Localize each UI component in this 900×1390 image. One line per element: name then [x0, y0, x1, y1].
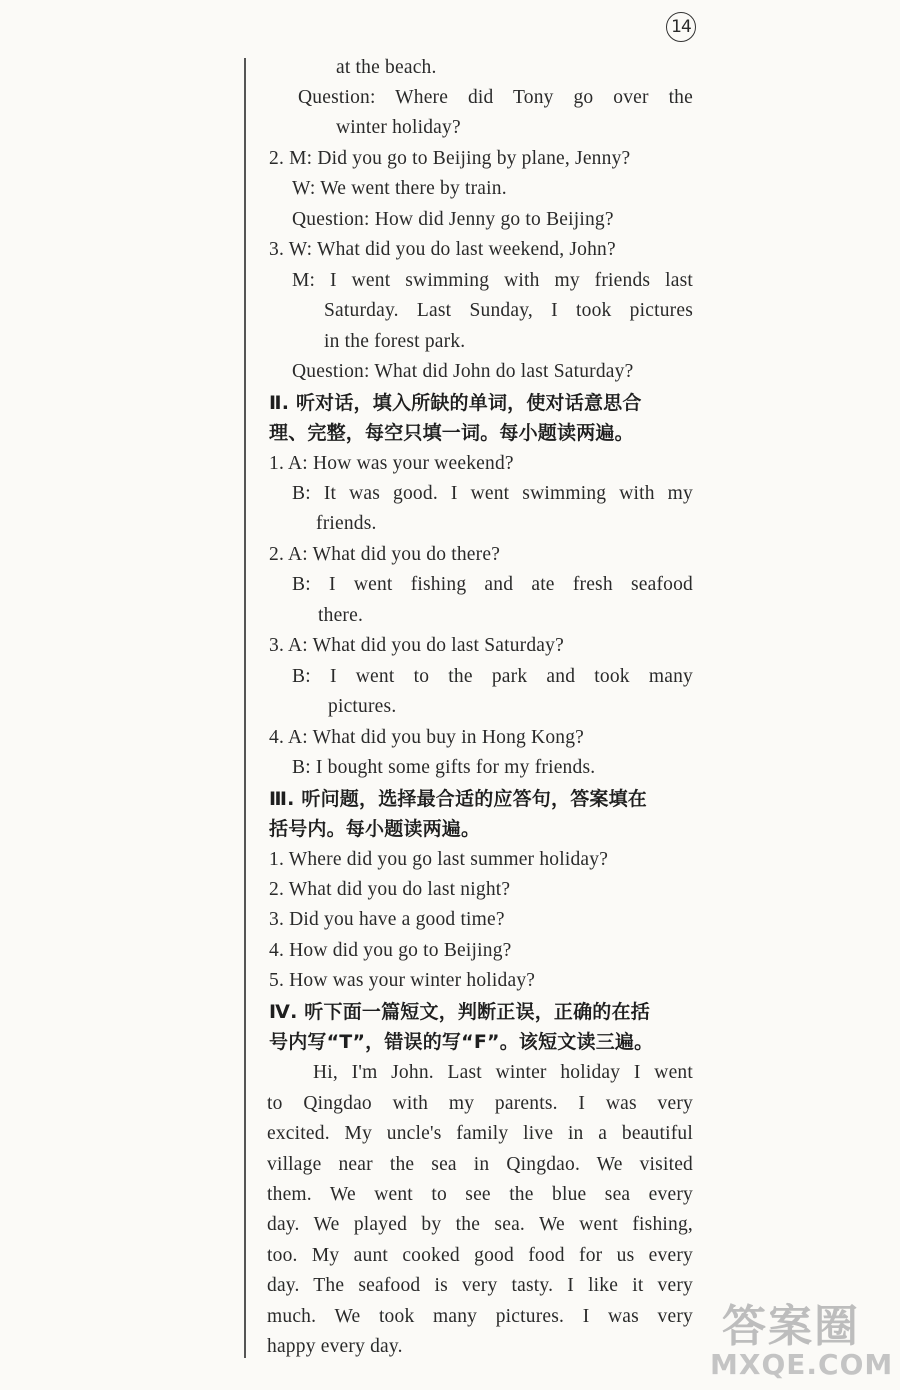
- watermark-logo: 答案圈: [722, 1301, 860, 1352]
- right-line: winter holiday?: [336, 117, 461, 138]
- right-line: M: I went swimming with my friends last: [292, 270, 693, 291]
- right-line: much. We took many pictures. I was very: [267, 1306, 693, 1327]
- right-line: them. We went to see the blue sea every: [267, 1184, 693, 1205]
- right-line: 2. What did you do last night?: [269, 879, 511, 900]
- right-line: at the beach.: [336, 57, 437, 78]
- right-line: 4. How did you go to Beijing?: [269, 940, 512, 961]
- right-line: village near the sea in Qingdao. We visited: [267, 1154, 693, 1175]
- right-line: Ⅱ. 听对话，填入所缺的单词，使对话意思合: [269, 392, 642, 414]
- right-line: Ⅲ. 听问题，选择最合适的应答句，答案填在: [269, 788, 647, 810]
- right-line: 理、完整，每空只填一词。每小题读两遍。: [269, 422, 634, 444]
- right-line: B: I bought some gifts for my friends.: [292, 757, 596, 778]
- right-line: 5. How was your winter holiday?: [269, 970, 536, 991]
- right-line: 1. Where did you go last summer holiday?: [269, 849, 609, 870]
- right-line: Question: What did John do last Saturday?: [292, 361, 634, 382]
- right-line: in the forest park.: [324, 331, 466, 352]
- watermark: [700, 1290, 900, 1390]
- right-line: Saturday. Last Sunday, I took pictures: [324, 300, 693, 321]
- right-line: 2. A: What did you do there?: [269, 544, 501, 565]
- right-line: 4. A: What did you buy in Hong Kong?: [269, 727, 585, 748]
- right-line: pictures.: [328, 696, 397, 717]
- right-line: day. We played by the sea. We went fishing,: [267, 1214, 693, 1235]
- watermark-url: MXQE.COM: [710, 1348, 894, 1381]
- right-line: to Qingdao with my parents. I was very: [267, 1093, 693, 1114]
- right-line: Ⅳ. 听下面一篇短文，判断正误，正确的在括: [269, 1001, 650, 1023]
- right-line: B: It was good. I went swimming with my: [292, 483, 693, 504]
- column-divider: [244, 58, 246, 1358]
- right-line: 号内写“T”，错误的写“F”。该短文读三遍。: [269, 1031, 654, 1053]
- right-line: happy every day.: [267, 1336, 403, 1357]
- right-line: 1. A: How was your weekend?: [269, 453, 514, 474]
- right-line: there.: [318, 605, 364, 626]
- right-line: 括号内。每小题读两遍。: [269, 818, 481, 840]
- right-line: 2. M: Did you go to Beijing by plane, Jenny?: [269, 148, 631, 169]
- right-line: Hi, I'm John. Last winter holiday I went: [313, 1062, 693, 1083]
- right-line: excited. My uncle's family live in a beautiful: [267, 1123, 693, 1144]
- right-line: B: I went to the park and took many: [292, 666, 693, 687]
- page-number: 14: [666, 12, 696, 42]
- right-line: Question: Where did Tony go over the: [298, 87, 693, 108]
- right-line: B: I went fishing and ate fresh seafood: [292, 574, 693, 595]
- right-line: too. My aunt cooked good food for us every: [267, 1245, 693, 1266]
- right-line: W: We went there by train.: [292, 178, 507, 199]
- right-line: 3. W: What did you do last weekend, John?: [269, 239, 616, 260]
- right-line: friends.: [316, 513, 377, 534]
- right-line: day. The seafood is very tasty. I like it very: [267, 1275, 693, 1296]
- right-line: 3. A: What did you do last Saturday?: [269, 635, 564, 656]
- right-line: 3. Did you have a good time?: [269, 909, 505, 930]
- right-line: Question: How did Jenny go to Beijing?: [292, 209, 614, 230]
